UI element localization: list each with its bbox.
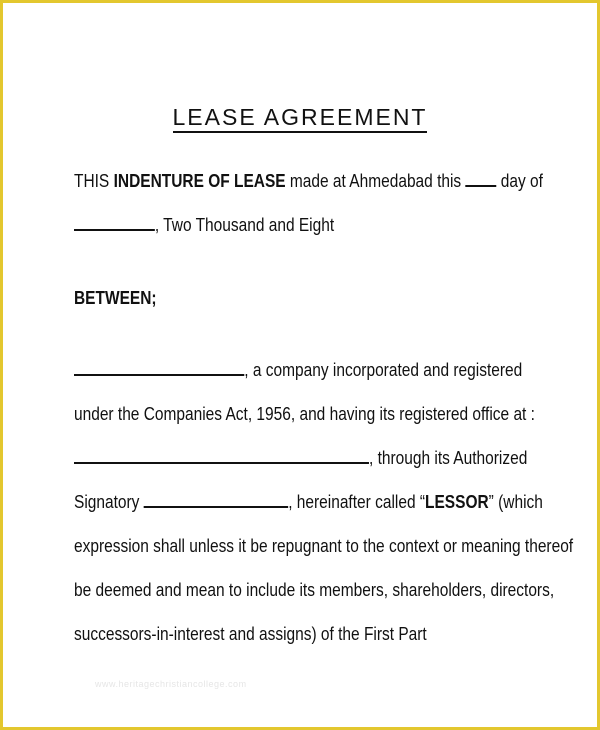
intro-indenture: INDENTURE OF LEASE <box>113 171 286 191</box>
intro-this: THIS <box>74 171 110 191</box>
between-heading: BETWEEN; <box>74 288 157 308</box>
para-line-1 <box>74 359 523 381</box>
para-line-1-text: , a company incorporated and registered <box>244 360 523 380</box>
para-line-7: successors-in-interest and assigns) of the First Part <box>74 624 427 644</box>
document-title <box>0 104 600 131</box>
signatory-blank <box>144 492 288 508</box>
intro-line-1 <box>74 170 543 192</box>
intro-made-at: made at Ahmedabad this <box>289 171 462 191</box>
office-address-blank <box>74 448 369 464</box>
para-line-5: expression shall unless it be repugnant to the context or meaning thereof <box>74 536 574 556</box>
which-text: ” (which <box>488 492 543 512</box>
lessor-term: LESSOR <box>425 492 489 512</box>
document-title-text: LEASE AGREEMENT <box>173 104 428 133</box>
intro-day-of: day of <box>500 171 543 191</box>
para-line-3-text: , through its Authorized <box>368 448 528 468</box>
para-line-2: under the Companies Act, 1956, and having its registered office at : <box>74 404 535 424</box>
day-blank <box>465 171 496 187</box>
para-line-6: be deemed and mean to include its members, shareholders, directors, <box>74 580 555 600</box>
intro-line-2 <box>74 214 334 236</box>
watermark: www.heritagechristiancollege.com <box>95 679 247 689</box>
hereinafter-text: , hereinafter called “ <box>288 492 426 512</box>
intro-year: , Two Thousand and Eight <box>154 215 335 235</box>
para-line-3 <box>74 447 528 469</box>
month-blank <box>74 215 155 231</box>
signatory-label: Signatory <box>74 492 140 512</box>
para-line-4 <box>74 491 543 513</box>
company-name-blank <box>74 360 244 376</box>
